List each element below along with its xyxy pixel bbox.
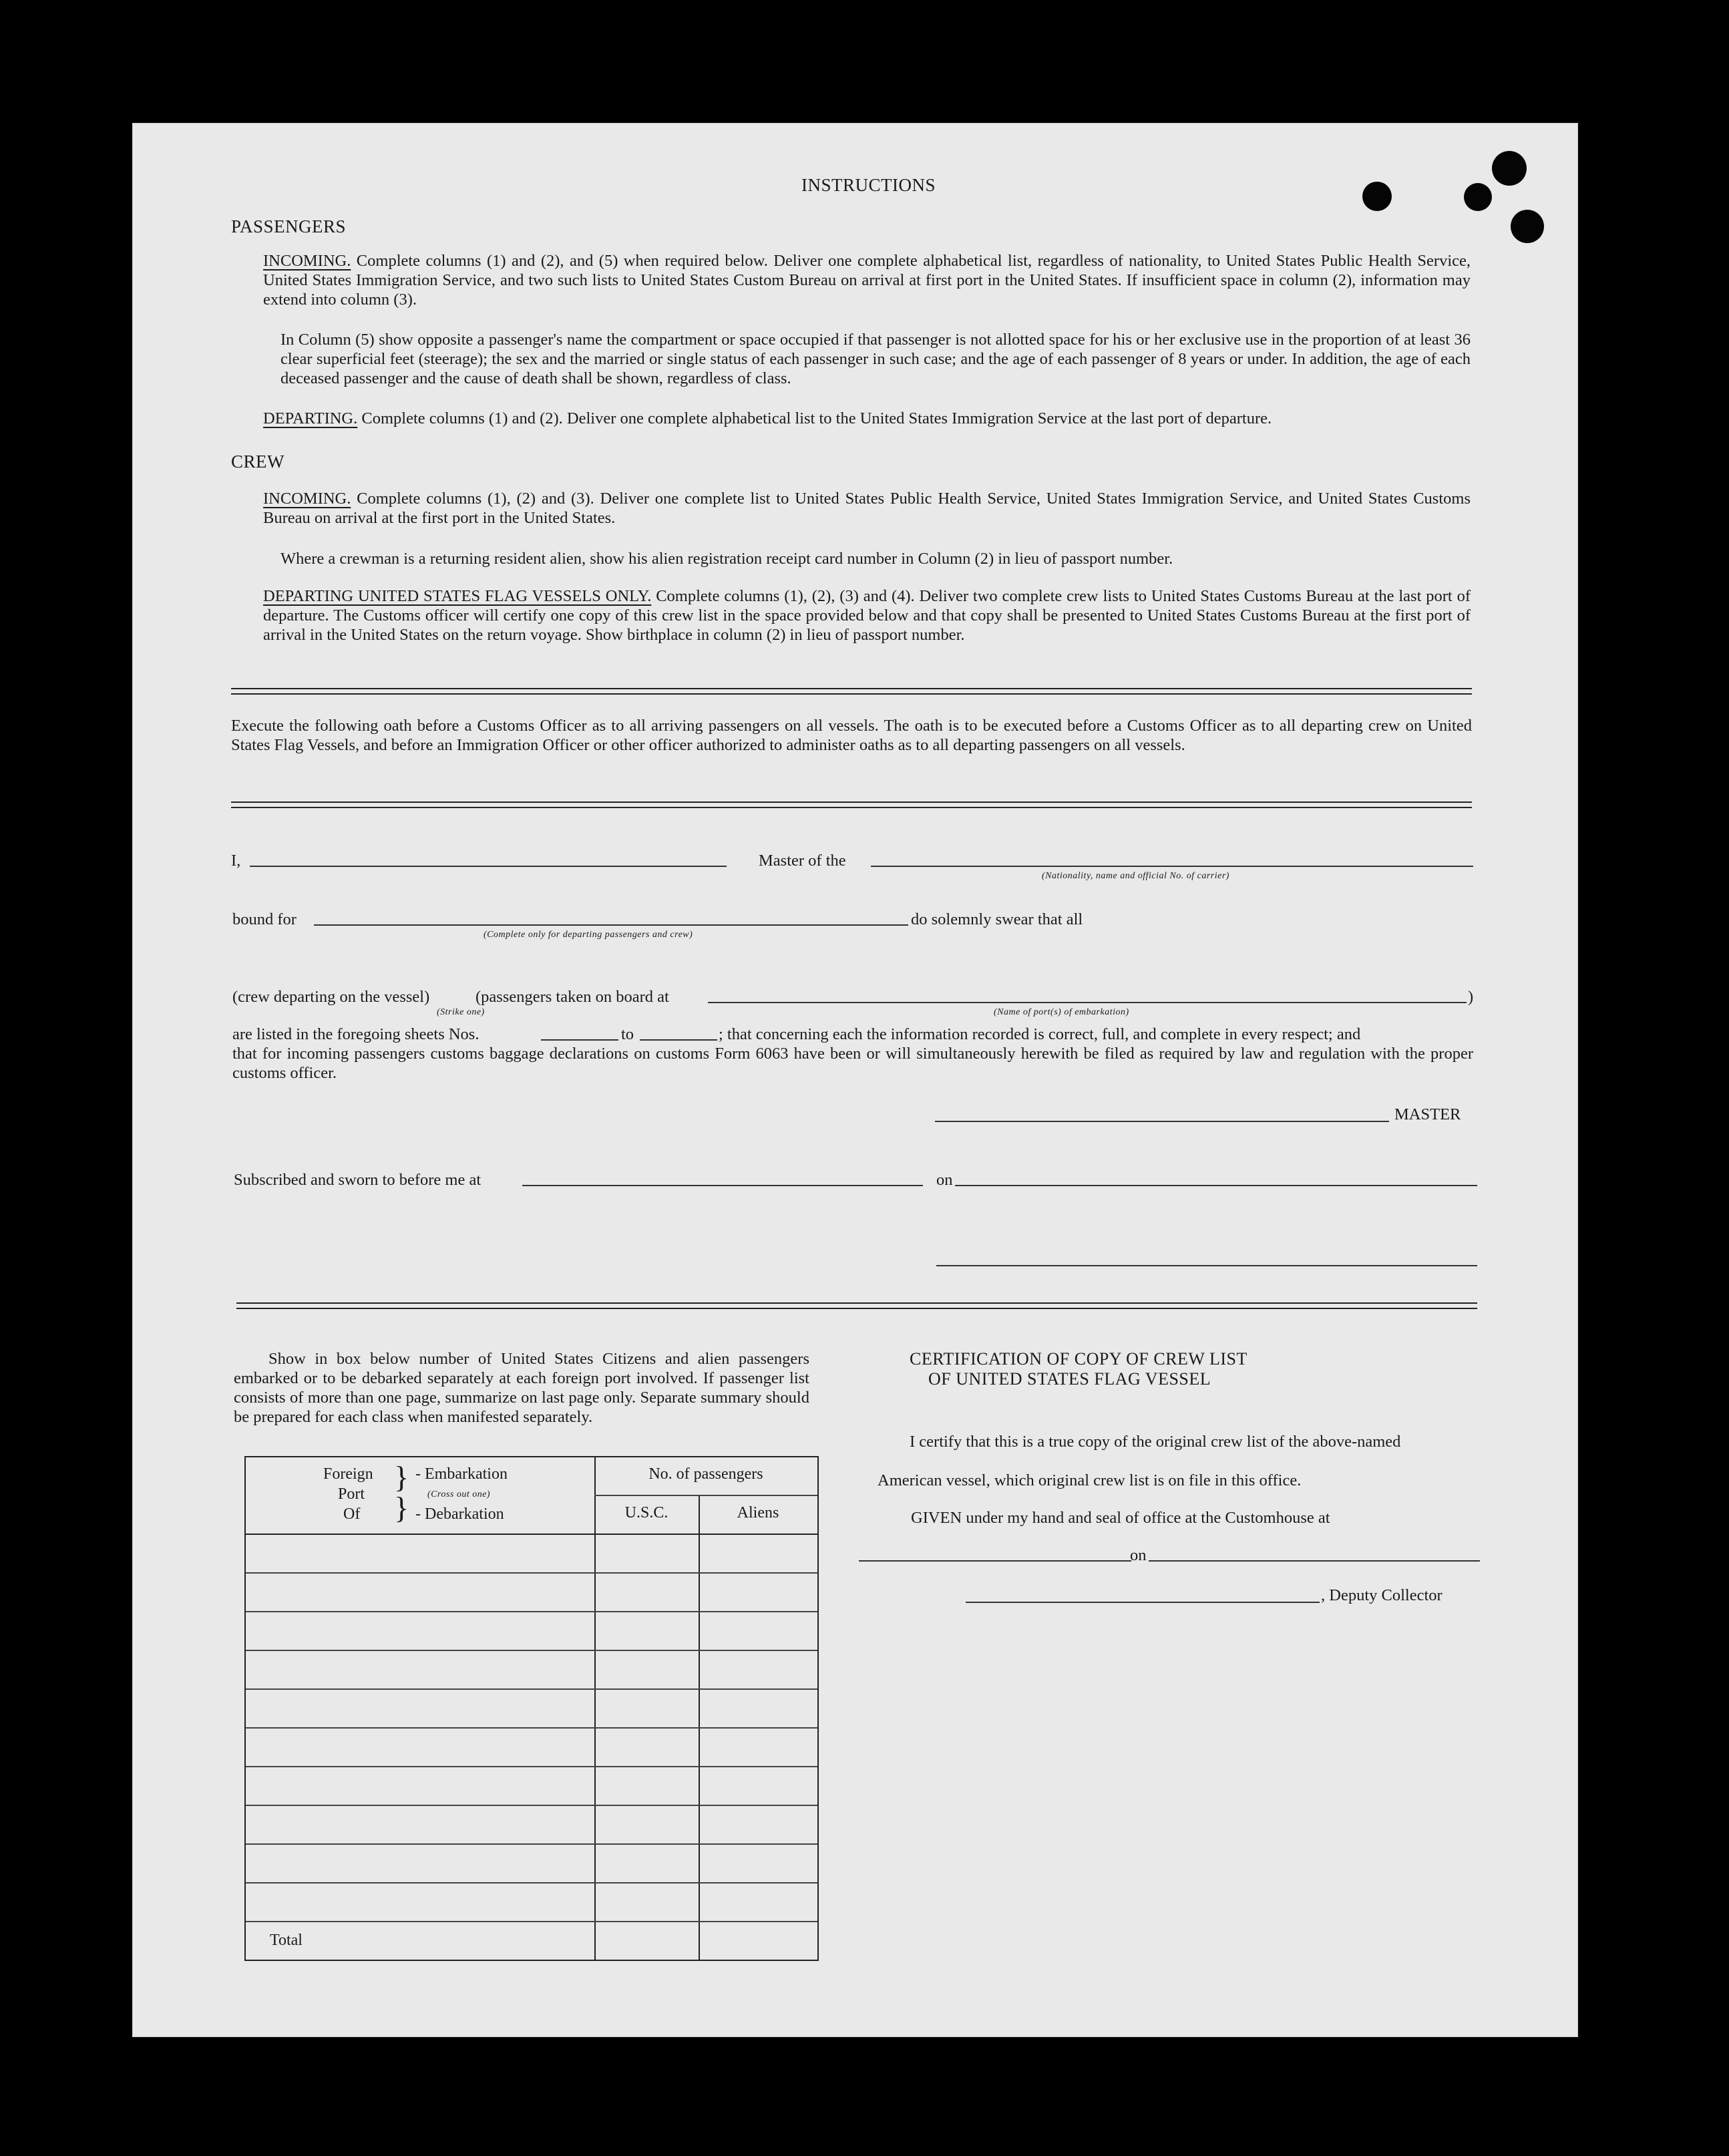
- officer-signature-field[interactable]: [936, 1265, 1477, 1266]
- listed-sheets-label: are listed in the foregoing sheets Nos.: [232, 1025, 479, 1043]
- passenger-summary-table: [244, 1456, 819, 1961]
- carrier-field[interactable]: [871, 866, 1473, 867]
- bound-for-label: bound for: [232, 910, 297, 928]
- passengers-taken-option[interactable]: (passengers taken on board at: [475, 988, 669, 1006]
- master-of-the-label: Master of the: [759, 852, 846, 870]
- section-divider: [231, 688, 1472, 695]
- brace-icon: }: [394, 1460, 409, 1494]
- listed-statement: ; that concerning each the information recorded is correct, full, and complete in every respect; and: [719, 1025, 1361, 1043]
- aliens-header: Aliens: [737, 1504, 779, 1521]
- embarkation-option[interactable]: - Embarkation: [415, 1465, 508, 1483]
- subscribed-place-field[interactable]: [522, 1185, 923, 1186]
- master-name-field[interactable]: [250, 866, 727, 867]
- usc-header: U.S.C.: [624, 1504, 668, 1521]
- master-label: MASTER: [1394, 1105, 1461, 1123]
- column5-paragraph: In Column (5) show opposite a passenger's name the compartment or space occupied if that passenger is not allotted space for his or her exclusive use in the proportion of at least 36 clear superficial feet (steerage); the sex and the married or single status of each passenger in such case; and the age of each passenger of 8 years or under. In addition, the age of each deceased passenger and the cause of death shall be shown, regardless of class.: [280, 331, 1471, 387]
- passengers-incoming-text: Complete columns (1) and (2), and (5) when required below. Deliver one complete alphabetical list, regardless of nationality, to United States Public Health Service, United States Immigration Service, and two such lists to United States Custom Bureau on arrival at first port in the United States. If insufficient space in column (2), information may extend into column (3).: [263, 252, 1471, 309]
- passengers-departing-paragraph: [263, 409, 1471, 428]
- passengers-incoming-label: INCOMING.: [263, 252, 351, 270]
- crew-departing-label: DEPARTING UNITED STATES FLAG VESSELS ONLY.: [263, 587, 652, 605]
- cross-out-caption: (Cross out one): [427, 1489, 491, 1499]
- crew-departing-paragraph: [263, 586, 1471, 645]
- certification-title-2: OF UNITED STATES FLAG VESSEL: [928, 1369, 1211, 1389]
- col-port-label: Port: [338, 1485, 365, 1503]
- summary-intro: [234, 1349, 809, 1427]
- crew-heading: CREW: [231, 452, 284, 472]
- crew-incoming-paragraph: [263, 489, 1471, 528]
- page-title: INSTRUCTIONS: [801, 175, 936, 195]
- sheet-from-field[interactable]: [541, 1039, 618, 1041]
- certification-date-field[interactable]: [1149, 1560, 1480, 1562]
- form-page: [132, 123, 1578, 2037]
- section-divider: [236, 1302, 1477, 1309]
- crew-departing-option[interactable]: (crew departing on the vessel): [232, 988, 430, 1006]
- crew-incoming-label: INCOMING.: [263, 490, 351, 508]
- subscribed-on-label: on: [936, 1171, 953, 1189]
- certification-line-3: GIVEN under my hand and seal of office at the Customhouse at: [911, 1509, 1330, 1527]
- punch-hole: [1511, 210, 1544, 243]
- close-paren: ): [1468, 988, 1474, 1006]
- total-label: Total: [270, 1932, 303, 1949]
- no-of-passengers-header: No. of passengers: [648, 1465, 763, 1483]
- baggage-statement: that for incoming passengers customs baggage declarations on customs Form 6063 have been or will simultaneously herewith be filed as required by law and regulation with the proper customs officer.: [232, 1045, 1473, 1082]
- certification-title-1: CERTIFICATION OF COPY OF CREW LIST: [910, 1349, 1247, 1369]
- crew-incoming-text: Complete columns (1), (2) and (3). Deliver one complete list to United States Public Health Service, United States Immigration Service, and United States Customs Bureau on arrival at the first port in the United States.: [263, 490, 1471, 527]
- debarkation-option[interactable]: - Debarkation: [415, 1505, 504, 1523]
- subscribed-date-field[interactable]: [955, 1185, 1477, 1186]
- subscribed-label: Subscribed and sworn to before me at: [234, 1171, 482, 1189]
- master-signature-field[interactable]: [935, 1121, 1389, 1122]
- bound-for-field[interactable]: [314, 924, 908, 926]
- deputy-collector-label: , Deputy Collector: [1321, 1586, 1443, 1604]
- summary-intro-text: Show in box below number of United States Citizens and alien passengers embarked or to be debarked separately at each foreign port involved. If passenger list consists of more than one page, summarize on last page only. Separate summary should be prepared for each class when manifested separately.: [234, 1350, 809, 1426]
- passengers-incoming-paragraph: [263, 251, 1471, 309]
- crew-resident-paragraph: Where a crewman is a returning resident alien, show his alien registration receipt card number in Column (2) in lieu of passport number.: [280, 550, 1173, 568]
- oath-intro-paragraph: Execute the following oath before a Customs Officer as to all arriving passengers on all vessels. The oath is to be executed before a Customs Officer as to all departing crew on United States Flag Vessels, and before an Immigration Officer or other officer authorized to administer oaths as to all departing passengers on all vessels.: [231, 717, 1472, 754]
- port-caption: (Name of port(s) of embarkation): [994, 1007, 1129, 1017]
- oath-i-label: I,: [231, 852, 241, 870]
- brace-icon: }: [394, 1491, 409, 1525]
- departing-caption: (Complete only for departing passengers and crew): [484, 930, 693, 940]
- col-foreign-label: Foreign: [323, 1465, 373, 1483]
- certification-line-1: I certify that this is a true copy of the original crew list of the above-named: [910, 1433, 1401, 1451]
- deputy-signature-field[interactable]: [966, 1602, 1320, 1603]
- nationality-caption: (Nationality, name and official No. of carrier): [1042, 871, 1229, 881]
- section-divider: [231, 801, 1472, 808]
- passengers-departing-text: Complete columns (1) and (2). Deliver one complete alphabetical list to the United States Immigration Service at the last port of departure.: [357, 409, 1272, 427]
- passengers-departing-label: DEPARTING.: [263, 409, 358, 427]
- certification-on-label: on: [1130, 1546, 1147, 1564]
- customhouse-place-field[interactable]: [859, 1560, 1131, 1562]
- crew-departing-text: Complete columns (1), (2), (3) and (4). Deliver two complete crew lists to United States Customs Bureau at the last port of departure. The Customs officer will certify one copy of this crew list in the space provided below and that copy shall be presented to United States Customs Bureau at the first port of arrival in the United States on the return voyage. Show birthplace in column (2) in lieu of passport number.: [263, 587, 1471, 644]
- strike-one-caption: (Strike one): [437, 1007, 485, 1017]
- passengers-heading: PASSENGERS: [231, 216, 347, 236]
- embarkation-port-field[interactable]: [708, 1002, 1467, 1003]
- listed-to-label: to: [621, 1025, 634, 1043]
- certification-line-2: American vessel, which original crew list is on file in this office.: [878, 1471, 1302, 1489]
- sheet-to-field[interactable]: [640, 1039, 717, 1041]
- solemnly-swear-label: do solemnly swear that all: [911, 910, 1083, 928]
- col-of-label: Of: [343, 1505, 361, 1523]
